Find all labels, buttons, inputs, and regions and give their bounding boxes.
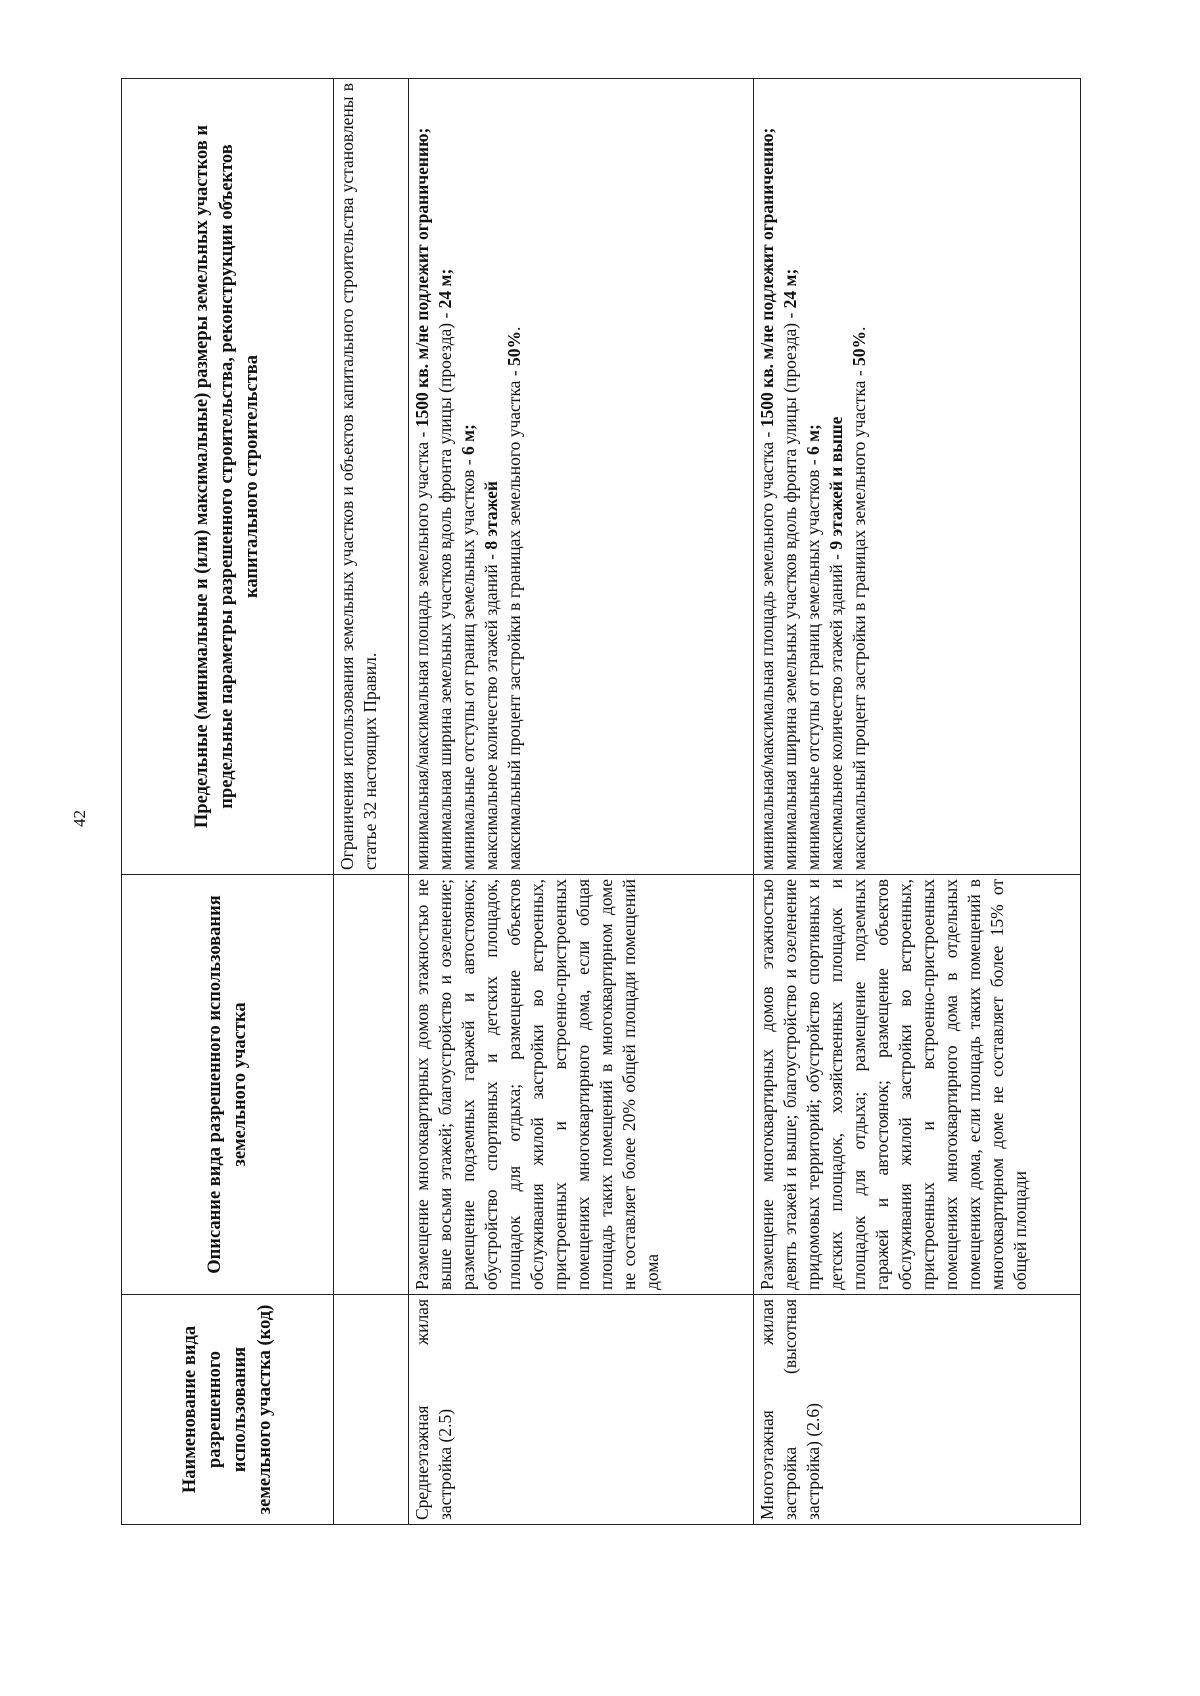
param-coverage-tail: . — [504, 326, 524, 331]
table-row — [754, 79, 1081, 1525]
param-floors — [825, 83, 848, 870]
row-params — [754, 79, 1081, 875]
param-coverage — [503, 83, 526, 870]
row-description: Размещение многоквартирных домов этажностью девять этажей и выше; благоустройство и озеленение придомовых территорий; обустройство спортивных и детских площадок, хозяйственных площадок и площадок для отдыха; размещение подземных гаражей и автостоянок; размещение объектов обслуживания жилой застройки во встроенных, пристроенных и встроенно-пристроенных помещениях многоквартирного дома в отдельных помещениях дома, если площадь таких помещений в многоквартирном доме не составляет более 15% от общей площади — [754, 875, 1081, 1295]
land-use-table — [121, 78, 1081, 1525]
note-empty-cell — [334, 1295, 409, 1525]
param-area-value: 1500 кв. м/не подлежит ограничению; — [757, 127, 777, 428]
param-setback-text: минимальные отступы от границ земельных участков - — [458, 455, 478, 870]
header-description: Описание вида разрешенного использования земельного участка — [122, 875, 334, 1295]
param-width-value: 24 м; — [780, 268, 800, 309]
row-description: Размещение многоквартирных домов этажностью не выше восьми этажей; благоустройство и озеленение; размещение подземных гаражей и автостоянок; обустройство спортивных и детских площадок, площадок для отдыха; размещение объектов обслуживания жилой застройки во встроенных, пристроенных и встроенно-пристроенных помещениях многоквартирного дома, если общая площадь таких помещений в многоквартирном доме не составляет более 20% общей площади помещений дома — [409, 875, 754, 1295]
param-width-value: 24 м; — [435, 268, 455, 309]
rotated-table-wrapper — [121, 79, 1081, 1525]
param-setback-text: минимальные отступы от границ земельных участков - — [803, 455, 823, 870]
param-floors-text: максимальное количество этажей зданий - — [826, 549, 846, 870]
param-floors-value: 8 этажей — [481, 481, 501, 550]
param-coverage-text: максимальный процент застройки в границах земельного участка - — [504, 365, 524, 870]
page-number: 42 — [70, 810, 89, 827]
param-floors-text: максимальное количество этажей зданий - — [481, 549, 501, 870]
param-coverage-value: 50% — [849, 330, 869, 366]
param-area — [756, 83, 779, 870]
param-width — [434, 83, 457, 870]
param-coverage — [848, 83, 871, 870]
row-params — [409, 79, 754, 875]
note-empty-cell — [334, 875, 409, 1295]
param-area — [411, 83, 434, 870]
row-name: Многоэтажная жилая застройка (высотная застройка) (2.6) — [754, 1295, 1081, 1525]
row-name: Среднеэтажная жилая застройка (2.5) — [409, 1295, 754, 1525]
param-setback-value: 6 м; — [803, 424, 823, 456]
param-width — [779, 83, 802, 870]
param-width-text: минимальная ширина земельных участков вдоль фронта улицы (проезда) - — [435, 308, 455, 870]
table-header-row — [122, 79, 334, 1525]
param-area-value: 1500 кв. м/не подлежит ограничению; — [412, 127, 432, 428]
param-area-text: минимальная/максимальная площадь земельного участка - — [412, 427, 432, 870]
param-floors — [480, 83, 503, 870]
header-name: Наименование вида разрешенного использования земельного участка (код) — [122, 1295, 334, 1525]
param-setback — [457, 83, 480, 870]
param-width-text: минимальная ширина земельных участков вдоль фронта улицы (проезда) - — [780, 308, 800, 870]
header-params: Предельные (минимальные и (или) максимальные) размеры земельных участков и предельные параметры разрешенного строительства, реконструкции объектов капитального строительства — [122, 79, 334, 875]
param-coverage-text: максимальный процент застройки в границах земельного участка - — [849, 365, 869, 870]
param-floors-value: 9 этажей и выше — [826, 416, 846, 550]
table-row-note — [334, 79, 409, 1525]
param-setback — [802, 83, 825, 870]
param-setback-value: 6 м; — [458, 424, 478, 456]
param-coverage-value: 50% — [504, 330, 524, 366]
restrictions-note: Ограничения использования земельных участков и объектов капитального строительства установлены в статье 32 настоящих Правил. — [334, 79, 409, 875]
param-area-text: минимальная/максимальная площадь земельного участка - — [757, 427, 777, 870]
param-coverage-tail: . — [849, 326, 869, 331]
table-row — [409, 79, 754, 1525]
